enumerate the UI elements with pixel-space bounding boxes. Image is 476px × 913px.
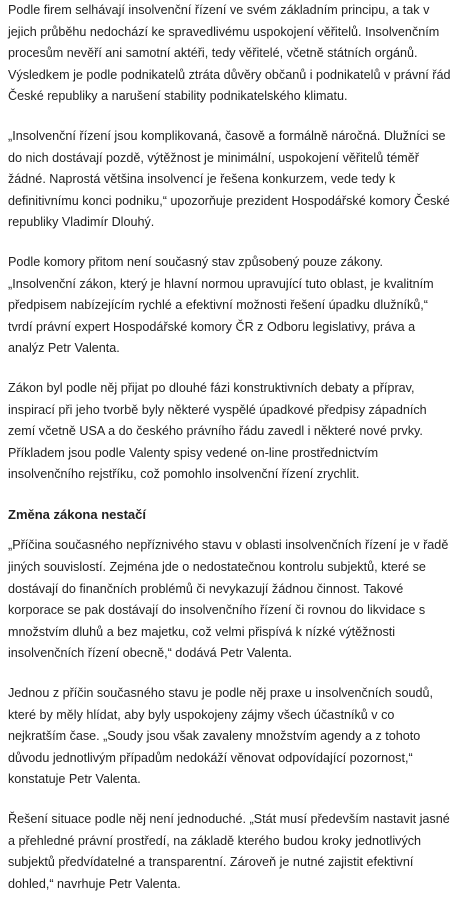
paragraph-4: Zákon byl podle něj přijat po dlouhé fázi konstruktivních debaty a příprav, inspirací při jeho tvorbě byly některé vyspělé úpadkové předpisy západních zemí včetně USA a do českého právního řádu zavedl i některé nové prvky. Příkladem jsou podle Valenty spisy vedené on-line prostřednictvím insolvenčního rejstříku, což pomohlo insolvenční řízení zrychlit. xyxy=(8,380,427,482)
paragraph-7: Řešení situace podle něj není jednoduché. „Stát musí především nastavit jasné a přehledné právní prostředí, na základě kterého budou kroky jednotlivých subjektů předvídatelné a transparentní. Zároveň je nutné zajistit efektivní dohled,“ navrhuje Petr Valenta. xyxy=(8,812,450,891)
paragraph-6: Jednou z příčin současného stavu je podle něj praxe u insolvenčních soudů, které by měly hlídat, aby byly uspokojeny zájmy všech účastníků v co nejkratším čase. „Soudy jsou však zavaleny množstvím agendy a z tohoto důvodu jednotlivým případům nedokáží věnovat odpovídající pozornost,“ konstatuje Petr Valenta. xyxy=(8,686,433,787)
paragraph-1: Podle firem selhávají insolvenční řízení ve svém základním principu, a tak v jejich průběhu nedochází ke spravedlivému uspokojení věřitelů. Insolvenčním procesům nevěří ani samotní aktéři, tedy věřitelé, včetně státních orgánů. Výsledkem je podle podnikatelů ztráta důvěry občanů i podnikatelů v právní řád České republiky a narušení stability podnikatelského klimatu. xyxy=(8,3,451,104)
paragraph-5: „Příčina současného nepříznivého stavu v oblasti insolvenčních řízení je v řadě jiných souvislostí. Zejména jde o nedostatečnou kontrolu subjektů, které se dostávají do finančních problémů či nevykazují žádnou činnost. Takové korporace se pak dostávají do insolvenčního řízení či rovnou do likvidace s množstvím dluhů a bez majetku, což velmi přispívá k nízké výtěžnosti insolvenčních řízení obecně,“ dodává Petr Valenta. xyxy=(8,538,449,661)
section-heading: Změna zákona nestačí xyxy=(8,506,146,522)
article-body xyxy=(8,0,454,913)
paragraph-2: „Insolvenční řízení jsou komplikovaná, časově a formálně náročná. Dlužníci se do nich dostávají pozdě, výtěžnost je minimální, uspokojení věřitelů téměř žádné. Naprostá většina insolvencí je řešena konkurzem, vede tedy k definitivnímu konci podniku,“ upozorňuje prezident Hospodářské komory České republiky Vladimír Dlouhý. xyxy=(8,128,450,230)
paragraph-3: Podle komory přitom není současný stav způsobený pouze zákony. „Insolvenční zákon, který je hlavní normou upravující tuto oblast, je kvalitním předpisem nabízejícím rychlé a efektivní možnosti řešení úpadku dlužníků,“ tvrdí právní expert Hospodářské komory ČR z Odboru legislativy, práva a analýz Petr Valenta. xyxy=(8,254,434,356)
